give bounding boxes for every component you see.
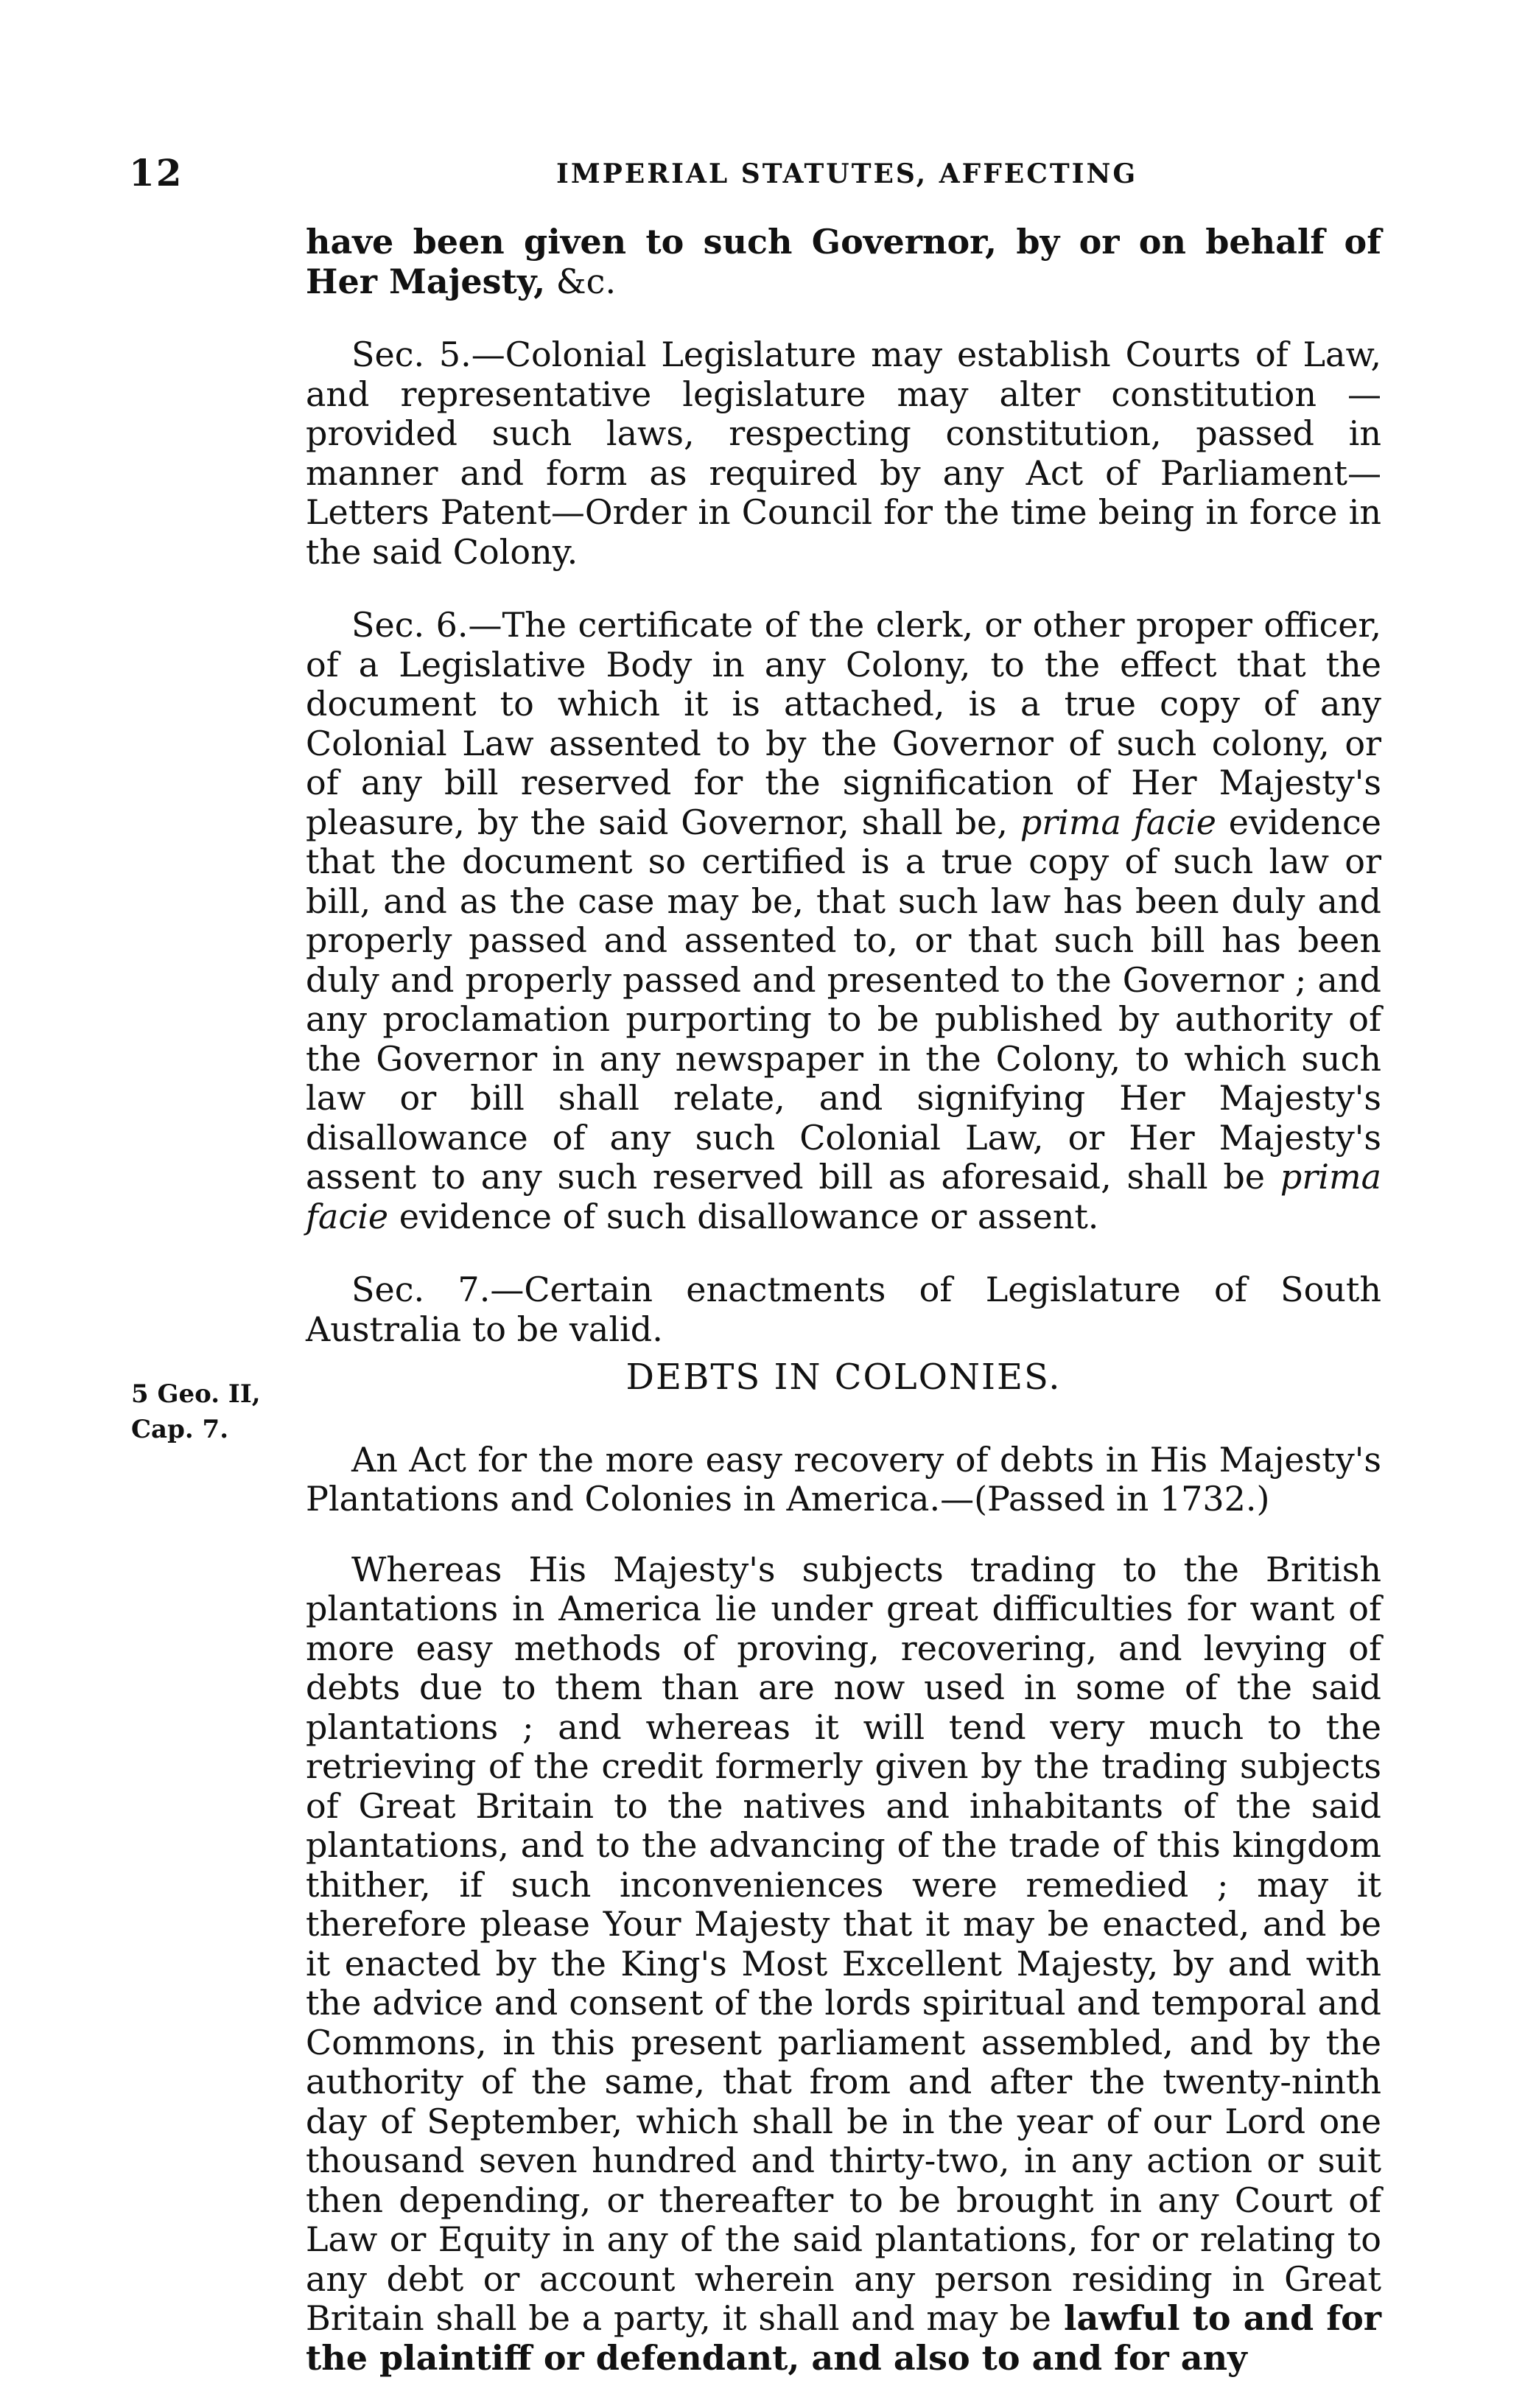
section-7-paragraph: Sec. 7.—Certain enactments of Legislature of South Australia to be valid. — [306, 1270, 1381, 1349]
section-heading: DEBTS IN COLONIES. — [625, 1357, 1062, 1398]
margin-note — [131, 1376, 301, 1447]
whereas-paragraph — [306, 1550, 1381, 2379]
section-6-text-b: evidence that the document so certified is a true copy of such law or bill, and as the case may be, that such law has been duly and properly passed and assented to, or that such bill has been duly and properly passed and presented to the Governor ; and any proclamation purporting to be published by authority of the Governor in any newspaper in the Colony, to which such law or bill shall relate, and signifying Her Majesty's disallowance of any such Colonial Law, or Her Majesty's assent to any such reserved bill as aforesaid, shall be — [306, 802, 1381, 1197]
section-6-italic-2: prima facie — [306, 1157, 1381, 1236]
margin-note-line-2: Cap. 7. — [131, 1415, 229, 1444]
page-header — [129, 151, 1381, 203]
margin-note-line-1: 5 Geo. II, — [131, 1379, 261, 1409]
running-head: IMPERIAL STATUTES, AFFECTING — [556, 158, 1138, 189]
whereas-text: Whereas His Majesty's subjects trading to the British plantations in America lie under great difficulties for want of more easy methods of proving, recovering, and levying of debts due to them than are now used in some of the said plantations ; and whereas it will tend very much to the retrieving of the credit formerly given by the trading subjects of Great Britain to the natives and inhabitants of the said plantations, and to the advancing of the trade of this kingdom thither, if such inconveniences were remedied ; may it therefore please Your Majesty that it may be enacted, and be it enacted by the King's Most Excellent Majesty, by and with the advice and consent of the lords spiritual and temporal and Commons, in this present parliament assembled, and by the authority of the same, that from and after the twenty-ninth day of September, which shall be in the year of our Lord one thousand seven hundred and thirty-two, in any action or suit then depending, or thereafter to be brought in any Court of Law or Equity in any of the said plantations, for or relating to any debt or account wherein any person residing in Great Britain shall be a party, it shall and may be — [306, 1549, 1381, 2338]
section-6-text-c: evidence of such disallowance or assent. — [388, 1196, 1099, 1236]
section-6-italic-1: prima facie — [1020, 802, 1216, 842]
page-number: 12 — [129, 151, 183, 195]
body-text — [306, 223, 1381, 2378]
section-6-paragraph — [306, 606, 1381, 1236]
continuation-text: &c. — [545, 261, 617, 301]
section-6-text-a: Sec. 6.—The certificate of the clerk, or other proper officer, of a Legislative Body in any Colony, to the effect that the document to which it is attached, is a true copy of any Colonial Law assented to by the Governor of such colony, or of any bill reserved for the signification of Her Majesty's pleasure, by the said Governor, shall be, — [306, 605, 1381, 842]
continuation-bold-text: have been given to such Governor, by or on behalf of Her Majesty, — [306, 222, 1381, 301]
continuation-paragraph — [306, 223, 1381, 301]
whereas-bold-text: lawful to and for the plaintiff or defendant, and also to and for any — [306, 2298, 1381, 2378]
act-title-paragraph: An Act for the more easy recovery of debts in His Majesty's Plantations and Colonies in America.—(Passed in 1732.) — [306, 1439, 1381, 1519]
section-5-paragraph: Sec. 5.—Colonial Legislature may establish Courts of Law, and representative legislature may alter constitution — provided such laws, respecting constitution, passed in manner and form as required by any Act of Parliament—Letters Patent—Order in Council for the time being in force in the said Colony. — [306, 335, 1381, 572]
